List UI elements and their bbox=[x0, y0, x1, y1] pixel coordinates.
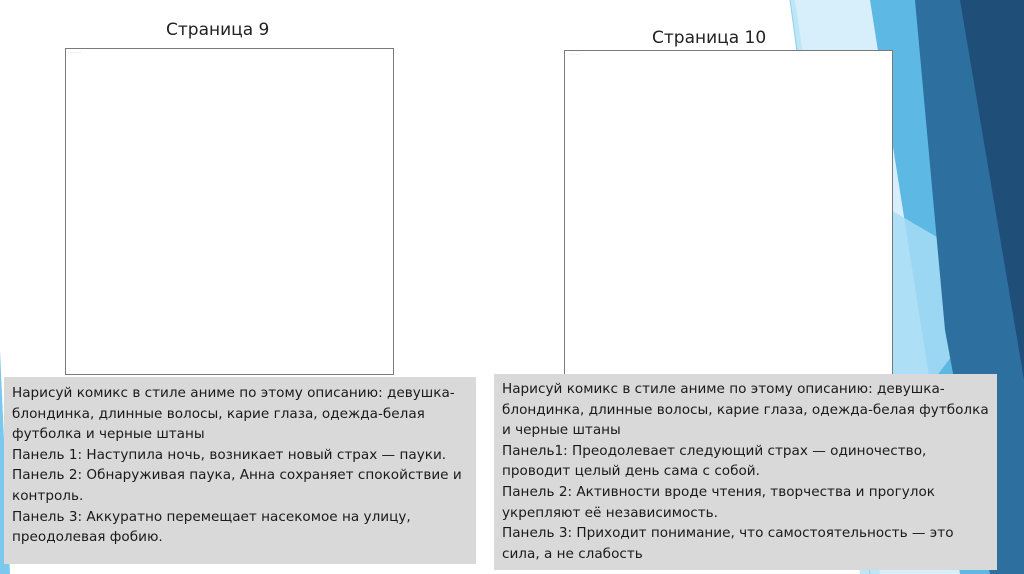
comic-frame-left bbox=[65, 48, 394, 375]
note-right-line: Панель 3: Приходит понимание, что самостоятельность — это сила, а не слабость bbox=[502, 525, 954, 562]
page-title-right: Страница 10 bbox=[652, 28, 767, 48]
note-right-line: Нарисуй комикс в стиле аниме по этому описанию: девушка-блондинка, длинные волосы, карие глаза, одежда-белая футболка и черные штаны bbox=[502, 381, 989, 439]
note-left-line: Панель 2: Обнаруживая паука, Анна сохраняет спокойствие и контроль. bbox=[12, 467, 462, 504]
comic-frame-right bbox=[564, 50, 893, 377]
frame-caption-right: · ······ ····· bbox=[567, 52, 581, 56]
note-right-line: Панель1: Преодолевает следующий страх — одиночество, проводит целый день сама с собой. bbox=[502, 442, 927, 480]
note-left-line: Нарисуй комикс в стиле аниме по этому описанию: девушка-блондинка, длинные волосы, карие глаза, одежда-белая футболка и черные штаны bbox=[12, 385, 455, 443]
frame-caption-left: · ······ ····· bbox=[68, 50, 82, 54]
note-right-line: Панель 2: Активности вроде чтения, творчества и прогулок укрепляют её независимость. bbox=[502, 483, 936, 521]
note-left-line: Панель 1: Наступила ночь, возникает новый страх — пауки. bbox=[12, 446, 447, 463]
note-left-line: Панель 3: Аккуратно перемещает насекомое на улицу, преодолевая фобию. bbox=[12, 508, 411, 546]
instruction-box-right bbox=[494, 374, 997, 570]
page-title-left: Страница 9 bbox=[166, 20, 270, 40]
instruction-box-left bbox=[4, 377, 476, 564]
